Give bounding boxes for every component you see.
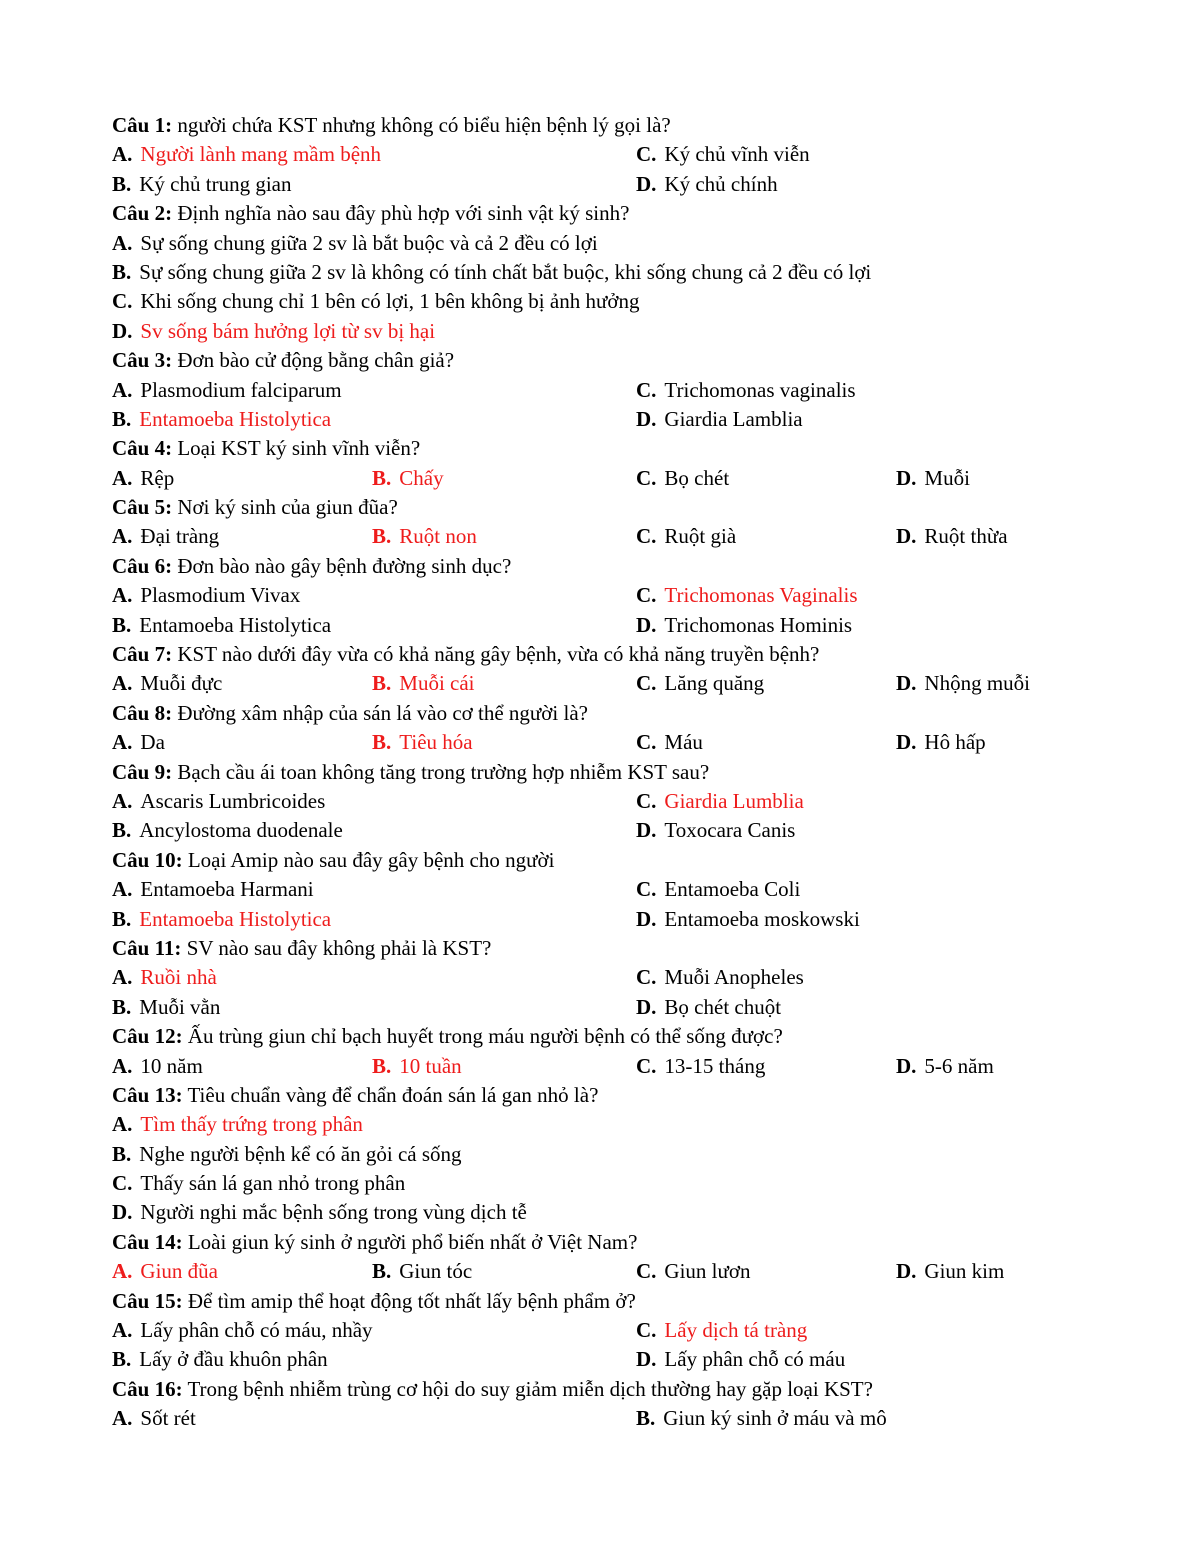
- option-text: Muỗi đực: [140, 671, 223, 696]
- answer-option: [896, 1052, 994, 1081]
- options-row: [112, 581, 1072, 610]
- option-letter: C.: [112, 1171, 133, 1196]
- question-row: [112, 346, 1072, 375]
- option-text: Entamoeba Harmani: [140, 877, 314, 902]
- options-row: [112, 875, 1072, 904]
- option-letter: D.: [896, 671, 917, 696]
- option-letter: D.: [636, 1347, 657, 1372]
- question-row: [112, 1287, 1072, 1316]
- question-text: người chứa KST nhưng không có biểu hiện bệnh lý gọi là?: [172, 113, 671, 137]
- option-letter: B.: [372, 730, 392, 755]
- options-row: [112, 287, 1072, 316]
- question-text: Đơn bào cử động bằng chân giả?: [172, 348, 455, 373]
- question-number: Câu 8:: [112, 700, 173, 725]
- option-letter: C.: [636, 524, 657, 549]
- correct-answer-option: [372, 728, 473, 757]
- correct-answer-option: [112, 405, 331, 434]
- question-text: Đơn bào nào gây bệnh đường sinh dục?: [172, 553, 512, 578]
- answer-option: [112, 464, 174, 493]
- option-text: Bọ chét chuột: [664, 994, 782, 1019]
- option-letter: A.: [112, 524, 133, 549]
- option-text: Chấy: [399, 465, 444, 490]
- question-row: [112, 552, 1072, 581]
- option-text: Khi sống chung chỉ 1 bên có lợi, 1 bên không bị ảnh hưởng: [140, 289, 640, 314]
- answer-option: [112, 170, 292, 199]
- options-row: [112, 1110, 1072, 1139]
- options-row: [112, 258, 1072, 287]
- correct-answer-option: [372, 522, 477, 551]
- answer-option: [112, 287, 639, 316]
- options-row: [112, 140, 1072, 169]
- option-letter: A.: [112, 788, 133, 813]
- answer-option: [636, 905, 860, 934]
- question-row: [112, 493, 1072, 522]
- question-row: [112, 640, 1072, 669]
- option-text: Nhộng muỗi: [924, 671, 1031, 696]
- answer-option: [112, 522, 219, 551]
- option-text: Entamoeba Histolytica: [139, 406, 332, 431]
- answer-option: [896, 669, 1030, 698]
- question-number: Câu 12:: [112, 1024, 183, 1049]
- options-row: [112, 317, 1072, 346]
- answer-option: [112, 1140, 462, 1169]
- option-letter: B.: [112, 171, 132, 196]
- option-letter: D.: [896, 730, 917, 755]
- option-text: Giun ký sinh ở máu và mô: [663, 1406, 887, 1431]
- question-row: [112, 1081, 1072, 1110]
- question-text: Loại Amip nào sau đây gây bệnh cho người: [182, 847, 555, 872]
- question-text: Định nghĩa nào sau đây phù hợp với sinh vật ký sinh?: [172, 201, 630, 226]
- option-letter: B.: [112, 994, 132, 1019]
- option-text: Lấy dịch tá tràng: [664, 1318, 808, 1343]
- option-text: Plasmodium Vivax: [140, 583, 301, 608]
- option-letter: A.: [112, 1259, 133, 1284]
- question-text: Đường xâm nhập của sán lá vào cơ thể người là?: [172, 700, 588, 725]
- option-text: Plasmodium falciparum: [140, 377, 342, 402]
- option-text: Muỗi vằn: [139, 994, 221, 1019]
- correct-answer-option: [112, 1257, 218, 1286]
- option-text: Sự sống chung giữa 2 sv là bắt buộc và cả 2 đều có lợi: [140, 230, 598, 255]
- question-text: Để tìm amip thể hoạt động tốt nhất lấy bệnh phẩm ở?: [182, 1288, 636, 1313]
- option-text: Ký chủ vĩnh viễn: [664, 142, 810, 167]
- answer-option: [636, 1257, 751, 1286]
- correct-answer-option: [112, 1110, 363, 1139]
- options-row: [112, 787, 1072, 816]
- option-letter: C.: [636, 583, 657, 608]
- option-text: Sốt rét: [140, 1406, 196, 1431]
- option-letter: A.: [112, 1112, 133, 1137]
- option-letter: B.: [372, 1053, 392, 1078]
- option-letter: B.: [112, 906, 132, 931]
- option-letter: D.: [896, 1259, 917, 1284]
- option-text: Lăng quăng: [664, 671, 765, 696]
- option-text: 10 năm: [140, 1053, 203, 1078]
- option-letter: B.: [112, 259, 132, 284]
- option-text: 10 tuần: [399, 1053, 462, 1078]
- options-row: [112, 816, 1072, 845]
- option-text: Ruột thừa: [924, 524, 1008, 549]
- question-row: [112, 758, 1072, 787]
- option-text: 13-15 tháng: [664, 1053, 766, 1078]
- options-row: [112, 405, 1072, 434]
- option-letter: B.: [372, 1259, 392, 1284]
- option-text: Giardia Lumblia: [664, 788, 804, 813]
- answer-option: [112, 1316, 373, 1345]
- option-text: Lấy phân chỗ có máu, nhầy: [140, 1318, 373, 1343]
- answer-option: [636, 464, 729, 493]
- option-letter: C.: [636, 965, 657, 990]
- answer-option: [636, 669, 764, 698]
- option-text: Muỗi: [924, 465, 970, 490]
- correct-answer-option: [372, 464, 444, 493]
- option-letter: D.: [636, 818, 657, 843]
- question-text: Ấu trùng giun chỉ bạch huyết trong máu người bệnh có thể sống được?: [182, 1024, 783, 1049]
- answer-option: [372, 1257, 472, 1286]
- answer-option: [112, 1198, 527, 1227]
- answer-option: [636, 816, 795, 845]
- answer-option: [112, 816, 343, 845]
- option-text: Người lành mang mầm bệnh: [140, 142, 382, 167]
- options-row: [112, 611, 1072, 640]
- option-text: Ascaris Lumbricoides: [140, 788, 326, 813]
- answer-option: [636, 1404, 887, 1433]
- option-text: Entamoeba Coli: [664, 877, 801, 902]
- option-text: Entamoeba Histolytica: [139, 612, 332, 637]
- question-text: SV nào sau đây không phải là KST?: [181, 935, 492, 960]
- option-text: Hô hấp: [924, 730, 986, 755]
- option-letter: D.: [636, 906, 657, 931]
- options-row: [112, 1316, 1072, 1345]
- option-letter: A.: [112, 142, 133, 167]
- option-letter: C.: [636, 1053, 657, 1078]
- option-text: Giun kim: [924, 1259, 1005, 1284]
- option-letter: D.: [636, 612, 657, 637]
- correct-answer-option: [372, 669, 475, 698]
- option-letter: B.: [372, 524, 392, 549]
- question-text: KST nào dưới đây vừa có khả năng gây bệnh, vừa có khả năng truyền bệnh?: [172, 642, 820, 667]
- options-row: [112, 1257, 1072, 1286]
- question-number: Câu 6:: [112, 553, 173, 578]
- option-letter: B.: [372, 671, 392, 696]
- option-letter: B.: [112, 612, 132, 637]
- option-letter: C.: [636, 377, 657, 402]
- question-number: Câu 2:: [112, 201, 173, 226]
- option-letter: C.: [636, 730, 657, 755]
- question-number: Câu 4:: [112, 436, 173, 461]
- question-row: [112, 1375, 1072, 1404]
- answer-option: [112, 581, 300, 610]
- options-row: [112, 728, 1072, 757]
- answer-option: [636, 611, 852, 640]
- options-row: [112, 464, 1072, 493]
- option-text: Muỗi cái: [399, 671, 475, 696]
- option-text: Rệp: [140, 465, 175, 490]
- question-row: [112, 699, 1072, 728]
- question-row: [112, 199, 1072, 228]
- answer-option: [112, 787, 325, 816]
- option-letter: A.: [112, 730, 133, 755]
- question-number: Câu 5:: [112, 495, 173, 520]
- answer-option: [112, 1404, 196, 1433]
- option-letter: D.: [636, 994, 657, 1019]
- answer-option: [636, 728, 703, 757]
- correct-answer-option: [636, 787, 804, 816]
- option-letter: C.: [636, 1318, 657, 1343]
- answer-option: [636, 963, 804, 992]
- option-letter: A.: [112, 965, 133, 990]
- option-text: Người nghi mắc bệnh sống trong vùng dịch tễ: [140, 1200, 527, 1225]
- option-text: Ruột già: [664, 524, 737, 549]
- quiz-document: [112, 111, 1072, 1434]
- answer-option: [112, 993, 220, 1022]
- options-row: [112, 1052, 1072, 1081]
- option-text: Trichomonas vaginalis: [664, 377, 856, 402]
- option-text: Giun tóc: [399, 1259, 473, 1284]
- answer-option: [636, 875, 800, 904]
- question-row: [112, 846, 1072, 875]
- option-text: Đại tràng: [140, 524, 220, 549]
- option-letter: A.: [112, 1053, 133, 1078]
- options-row: [112, 1169, 1072, 1198]
- option-letter: B.: [372, 465, 392, 490]
- options-row: [112, 1140, 1072, 1169]
- option-letter: A.: [112, 1406, 133, 1431]
- option-text: Ruột non: [399, 524, 477, 549]
- question-text: Nơi ký sinh của giun đũa?: [172, 495, 398, 520]
- option-letter: B.: [112, 1141, 132, 1166]
- question-text: Loài giun ký sinh ở người phổ biến nhất ở Việt Nam?: [182, 1229, 638, 1254]
- question-number: Câu 15:: [112, 1288, 183, 1313]
- answer-option: [112, 611, 331, 640]
- question-text: Loại KST ký sinh vĩnh viễn?: [172, 436, 421, 461]
- option-text: Ancylostoma duodenale: [139, 818, 343, 843]
- options-row: [112, 170, 1072, 199]
- question-row: [112, 934, 1072, 963]
- correct-answer-option: [112, 317, 435, 346]
- question-number: Câu 11:: [112, 935, 182, 960]
- options-row: [112, 1345, 1072, 1374]
- options-row: [112, 963, 1072, 992]
- question-number: Câu 3:: [112, 348, 173, 373]
- answer-option: [112, 875, 314, 904]
- option-letter: D.: [896, 524, 917, 549]
- question-number: Câu 9:: [112, 759, 173, 784]
- option-text: Lấy ở đầu khuôn phân: [139, 1347, 328, 1372]
- option-text: Giardia Lamblia: [664, 406, 803, 431]
- option-letter: D.: [112, 1200, 133, 1225]
- option-letter: D.: [896, 1053, 917, 1078]
- option-letter: C.: [636, 877, 657, 902]
- correct-answer-option: [636, 581, 858, 610]
- option-letter: B.: [112, 1347, 132, 1372]
- options-row: [112, 669, 1072, 698]
- correct-answer-option: [112, 905, 331, 934]
- option-text: Entamoeba moskowski: [664, 906, 860, 931]
- option-letter: B.: [112, 406, 132, 431]
- question-row: [112, 1022, 1072, 1051]
- answer-option: [636, 993, 781, 1022]
- question-row: [112, 434, 1072, 463]
- option-text: Thấy sán lá gan nhỏ trong phân: [140, 1171, 406, 1196]
- question-row: [112, 1228, 1072, 1257]
- option-text: Tìm thấy trứng trong phân: [140, 1112, 363, 1137]
- answer-option: [112, 229, 598, 258]
- option-text: Lấy phân chỗ có máu: [664, 1347, 846, 1372]
- option-letter: C.: [636, 1259, 657, 1284]
- question-number: Câu 13:: [112, 1082, 183, 1107]
- question-number: Câu 14:: [112, 1229, 183, 1254]
- answer-option: [896, 728, 986, 757]
- option-letter: B.: [636, 1406, 656, 1431]
- option-text: Sự sống chung giữa 2 sv là không có tính chất bắt buộc, khi sống chung cả 2 đều có lợi: [139, 259, 872, 284]
- option-letter: B.: [112, 818, 132, 843]
- option-letter: A.: [112, 230, 133, 255]
- option-text: Nghe người bệnh kể có ăn gỏi cá sống: [139, 1141, 462, 1166]
- options-row: [112, 229, 1072, 258]
- answer-option: [636, 170, 778, 199]
- option-letter: A.: [112, 465, 133, 490]
- question-text: Tiêu chuẩn vàng để chẩn đoán sán lá gan nhỏ là?: [182, 1082, 599, 1107]
- option-text: Tiêu hóa: [399, 730, 473, 755]
- option-text: Entamoeba Histolytica: [139, 906, 332, 931]
- option-text: Trichomonas Vaginalis: [664, 583, 858, 608]
- question-number: Câu 16:: [112, 1376, 183, 1401]
- question-text: Trong bệnh nhiễm trùng cơ hội do suy giảm miễn dịch thường hay gặp loại KST?: [182, 1376, 873, 1401]
- option-letter: A.: [112, 671, 133, 696]
- answer-option: [112, 1169, 405, 1198]
- option-letter: C.: [636, 142, 657, 167]
- answer-option: [112, 1345, 328, 1374]
- option-text: Giun đũa: [140, 1259, 218, 1284]
- option-letter: A.: [112, 377, 133, 402]
- answer-option: [636, 522, 736, 551]
- option-letter: C.: [112, 289, 133, 314]
- option-letter: D.: [636, 406, 657, 431]
- option-text: Ký chủ trung gian: [139, 171, 292, 196]
- option-letter: A.: [112, 877, 133, 902]
- option-text: Sv sống bám hưởng lợi từ sv bị hại: [140, 318, 436, 343]
- answer-option: [112, 728, 165, 757]
- option-text: Muỗi Anopheles: [664, 965, 804, 990]
- correct-answer-option: [636, 1316, 807, 1345]
- answer-option: [636, 376, 856, 405]
- answer-option: [112, 376, 342, 405]
- option-text: Trichomonas Hominis: [664, 612, 853, 637]
- answer-option: [896, 464, 970, 493]
- answer-option: [896, 1257, 1004, 1286]
- question-number: Câu 10:: [112, 847, 183, 872]
- option-text: Máu: [664, 730, 703, 755]
- answer-option: [636, 405, 803, 434]
- option-letter: C.: [636, 788, 657, 813]
- options-row: [112, 993, 1072, 1022]
- correct-answer-option: [112, 963, 217, 992]
- option-text: Giun lươn: [664, 1259, 751, 1284]
- option-letter: D.: [896, 465, 917, 490]
- answer-option: [636, 1345, 845, 1374]
- option-text: Ký chủ chính: [664, 171, 778, 196]
- answer-option: [112, 258, 871, 287]
- option-text: Ruồi nhà: [140, 965, 217, 990]
- options-row: [112, 1404, 1072, 1433]
- options-row: [112, 376, 1072, 405]
- option-text: Bọ chét: [664, 465, 730, 490]
- question-number: Câu 1:: [112, 113, 173, 137]
- option-letter: A.: [112, 583, 133, 608]
- option-letter: A.: [112, 1318, 133, 1343]
- answer-option: [636, 140, 810, 169]
- option-text: Da: [140, 730, 165, 755]
- correct-answer-option: [372, 1052, 462, 1081]
- option-text: 5-6 năm: [924, 1053, 994, 1078]
- option-letter: D.: [636, 171, 657, 196]
- question-number: Câu 7:: [112, 642, 173, 667]
- option-letter: D.: [112, 318, 133, 343]
- options-row: [112, 1198, 1072, 1227]
- options-row: [112, 522, 1072, 551]
- question-row: [112, 111, 1072, 140]
- answer-option: [636, 1052, 765, 1081]
- option-text: Toxocara Canis: [664, 818, 796, 843]
- answer-option: [896, 522, 1008, 551]
- answer-option: [112, 669, 222, 698]
- question-text: Bạch cầu ái toan không tăng trong trường hợp nhiễm KST sau?: [172, 759, 710, 784]
- option-letter: C.: [636, 671, 657, 696]
- options-row: [112, 905, 1072, 934]
- option-letter: C.: [636, 465, 657, 490]
- correct-answer-option: [112, 140, 381, 169]
- answer-option: [112, 1052, 203, 1081]
